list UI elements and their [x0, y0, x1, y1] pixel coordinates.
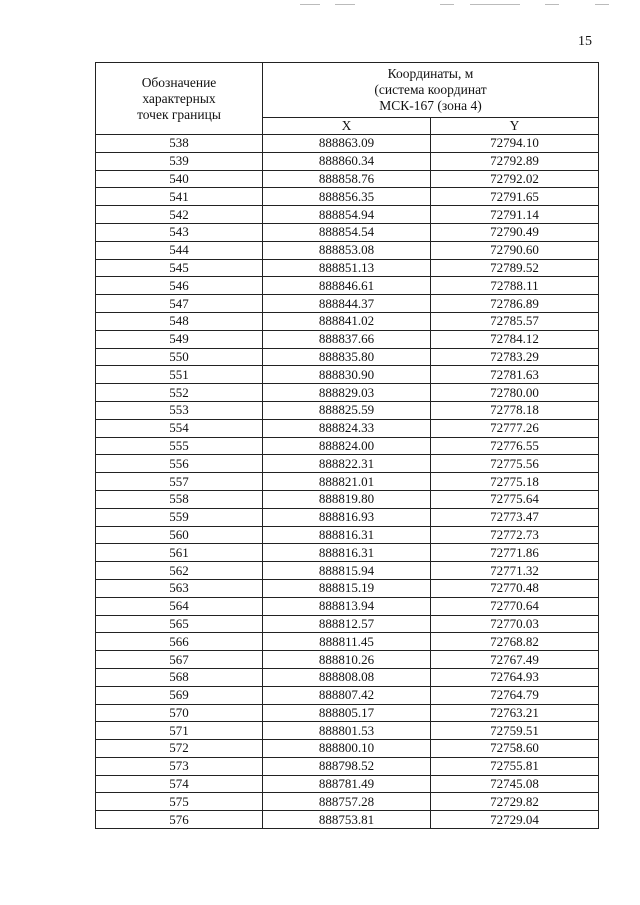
table-row	[96, 508, 599, 526]
y-cell: 72775.56	[431, 455, 599, 473]
y-cell: 72785.57	[431, 312, 599, 330]
y-cell: 72791.65	[431, 188, 599, 206]
table-row	[96, 686, 599, 704]
point-id-cell: 559	[96, 508, 263, 526]
point-id-cell: 557	[96, 473, 263, 491]
point-id-cell: 558	[96, 490, 263, 508]
page-number: 15	[578, 34, 592, 49]
table-row	[96, 615, 599, 633]
point-id-cell: 561	[96, 544, 263, 562]
y-cell: 72755.81	[431, 757, 599, 775]
y-cell: 72768.82	[431, 633, 599, 651]
y-cell: 72790.60	[431, 241, 599, 259]
x-cell: 888816.31	[263, 544, 431, 562]
y-cell: 72767.49	[431, 651, 599, 669]
point-id-cell: 549	[96, 330, 263, 348]
scan-artifact-lines	[0, 4, 640, 8]
y-cell: 72764.79	[431, 686, 599, 704]
x-header: X	[263, 118, 431, 135]
point-id-cell: 571	[96, 722, 263, 740]
x-cell: 888856.35	[263, 188, 431, 206]
table-row	[96, 241, 599, 259]
point-id-cell: 544	[96, 241, 263, 259]
y-cell: 72764.93	[431, 668, 599, 686]
y-cell: 72745.08	[431, 775, 599, 793]
table-row	[96, 473, 599, 491]
point-id-cell: 570	[96, 704, 263, 722]
designation-header-line: Обозначение	[141, 74, 217, 90]
y-cell: 72729.04	[431, 811, 599, 829]
table-row	[96, 633, 599, 651]
coordinates-header-line: Координаты, м	[387, 66, 474, 81]
table-row	[96, 206, 599, 224]
point-id-cell: 575	[96, 793, 263, 811]
x-cell: 888824.00	[263, 437, 431, 455]
point-id-cell: 542	[96, 206, 263, 224]
x-cell: 888830.90	[263, 366, 431, 384]
point-id-cell: 547	[96, 295, 263, 313]
x-cell: 888822.31	[263, 455, 431, 473]
coordinates-table	[95, 62, 599, 829]
x-cell: 888854.54	[263, 223, 431, 241]
x-cell: 888781.49	[263, 775, 431, 793]
x-cell: 888835.80	[263, 348, 431, 366]
table-row	[96, 562, 599, 580]
table-row	[96, 384, 599, 402]
table-row	[96, 740, 599, 758]
x-cell: 888807.42	[263, 686, 431, 704]
y-cell: 72771.86	[431, 544, 599, 562]
y-cell: 72770.03	[431, 615, 599, 633]
y-cell: 72775.64	[431, 490, 599, 508]
y-cell: 72775.18	[431, 473, 599, 491]
x-cell: 888844.37	[263, 295, 431, 313]
x-cell: 888816.31	[263, 526, 431, 544]
x-cell: 888808.08	[263, 668, 431, 686]
coordinates-header-line: (система координат	[374, 82, 487, 97]
x-cell: 888800.10	[263, 740, 431, 758]
point-id-cell: 564	[96, 597, 263, 615]
x-cell: 888805.17	[263, 704, 431, 722]
table-row	[96, 597, 599, 615]
table-row	[96, 295, 599, 313]
x-cell: 888860.34	[263, 152, 431, 170]
x-cell: 888825.59	[263, 401, 431, 419]
point-id-cell: 568	[96, 668, 263, 686]
x-cell: 888753.81	[263, 811, 431, 829]
y-cell: 72773.47	[431, 508, 599, 526]
table-row	[96, 366, 599, 384]
point-id-cell: 569	[96, 686, 263, 704]
table-row	[96, 793, 599, 811]
table-row	[96, 722, 599, 740]
x-cell: 888811.45	[263, 633, 431, 651]
y-cell: 72789.52	[431, 259, 599, 277]
x-cell: 888837.66	[263, 330, 431, 348]
point-id-cell: 551	[96, 366, 263, 384]
y-cell: 72794.10	[431, 135, 599, 153]
point-id-cell: 567	[96, 651, 263, 669]
point-id-cell: 566	[96, 633, 263, 651]
table-row	[96, 419, 599, 437]
x-cell: 888851.13	[263, 259, 431, 277]
point-id-cell: 548	[96, 312, 263, 330]
y-cell: 72759.51	[431, 722, 599, 740]
y-cell: 72763.21	[431, 704, 599, 722]
y-cell: 72770.64	[431, 597, 599, 615]
point-id-cell: 538	[96, 135, 263, 153]
x-cell: 888819.80	[263, 490, 431, 508]
x-cell: 888815.94	[263, 562, 431, 580]
y-cell: 72786.89	[431, 295, 599, 313]
x-cell: 888854.94	[263, 206, 431, 224]
point-id-cell: 560	[96, 526, 263, 544]
y-cell: 72784.12	[431, 330, 599, 348]
point-id-cell: 545	[96, 259, 263, 277]
x-cell: 888813.94	[263, 597, 431, 615]
point-id-cell: 543	[96, 223, 263, 241]
x-cell: 888757.28	[263, 793, 431, 811]
y-cell: 72770.48	[431, 579, 599, 597]
x-cell: 888798.52	[263, 757, 431, 775]
y-cell: 72790.49	[431, 223, 599, 241]
table-row	[96, 312, 599, 330]
point-id-cell: 562	[96, 562, 263, 580]
table-body	[96, 135, 599, 829]
y-cell: 72788.11	[431, 277, 599, 295]
point-id-cell: 572	[96, 740, 263, 758]
x-cell: 888824.33	[263, 419, 431, 437]
table-row	[96, 811, 599, 829]
designation-header	[96, 63, 263, 135]
y-cell: 72776.55	[431, 437, 599, 455]
table-row	[96, 579, 599, 597]
x-cell: 888863.09	[263, 135, 431, 153]
y-cell: 72772.73	[431, 526, 599, 544]
table-row	[96, 330, 599, 348]
table-row	[96, 188, 599, 206]
table-row	[96, 455, 599, 473]
table-row	[96, 348, 599, 366]
x-cell: 888812.57	[263, 615, 431, 633]
point-id-cell: 541	[96, 188, 263, 206]
y-header: Y	[431, 118, 599, 135]
table-row	[96, 135, 599, 153]
table-row	[96, 437, 599, 455]
table-row	[96, 223, 599, 241]
point-id-cell: 573	[96, 757, 263, 775]
point-id-cell: 556	[96, 455, 263, 473]
x-cell: 888846.61	[263, 277, 431, 295]
x-cell: 888815.19	[263, 579, 431, 597]
point-id-cell: 574	[96, 775, 263, 793]
table-row	[96, 490, 599, 508]
x-cell: 888829.03	[263, 384, 431, 402]
point-id-cell: 540	[96, 170, 263, 188]
table-row	[96, 401, 599, 419]
y-cell: 72781.63	[431, 366, 599, 384]
y-cell: 72780.00	[431, 384, 599, 402]
x-cell: 888858.76	[263, 170, 431, 188]
point-id-cell: 565	[96, 615, 263, 633]
table-row	[96, 277, 599, 295]
y-cell: 72758.60	[431, 740, 599, 758]
table-row	[96, 757, 599, 775]
x-cell: 888841.02	[263, 312, 431, 330]
y-cell: 72792.02	[431, 170, 599, 188]
y-cell: 72783.29	[431, 348, 599, 366]
point-id-cell: 550	[96, 348, 263, 366]
x-cell: 888810.26	[263, 651, 431, 669]
y-cell: 72791.14	[431, 206, 599, 224]
y-cell: 72729.82	[431, 793, 599, 811]
y-cell: 72771.32	[431, 562, 599, 580]
x-cell: 888801.53	[263, 722, 431, 740]
table-row	[96, 152, 599, 170]
x-cell: 888821.01	[263, 473, 431, 491]
point-id-cell: 552	[96, 384, 263, 402]
point-id-cell: 546	[96, 277, 263, 295]
table-row	[96, 668, 599, 686]
table-row	[96, 170, 599, 188]
designation-header-line: характерных	[142, 90, 216, 106]
coordinates-header-line: МСК-167 (зона 4)	[379, 98, 482, 113]
table-row	[96, 651, 599, 669]
point-id-cell: 554	[96, 419, 263, 437]
y-cell: 72792.89	[431, 152, 599, 170]
point-id-cell: 553	[96, 401, 263, 419]
table-row	[96, 544, 599, 562]
point-id-cell: 563	[96, 579, 263, 597]
point-id-cell: 576	[96, 811, 263, 829]
table-row	[96, 259, 599, 277]
x-cell: 888853.08	[263, 241, 431, 259]
x-cell: 888816.93	[263, 508, 431, 526]
designation-header-line: точек границы	[137, 106, 221, 122]
table-row	[96, 704, 599, 722]
point-id-cell: 555	[96, 437, 263, 455]
coordinates-header	[263, 63, 599, 118]
table-row	[96, 775, 599, 793]
y-cell: 72778.18	[431, 401, 599, 419]
table-row	[96, 526, 599, 544]
point-id-cell: 539	[96, 152, 263, 170]
y-cell: 72777.26	[431, 419, 599, 437]
